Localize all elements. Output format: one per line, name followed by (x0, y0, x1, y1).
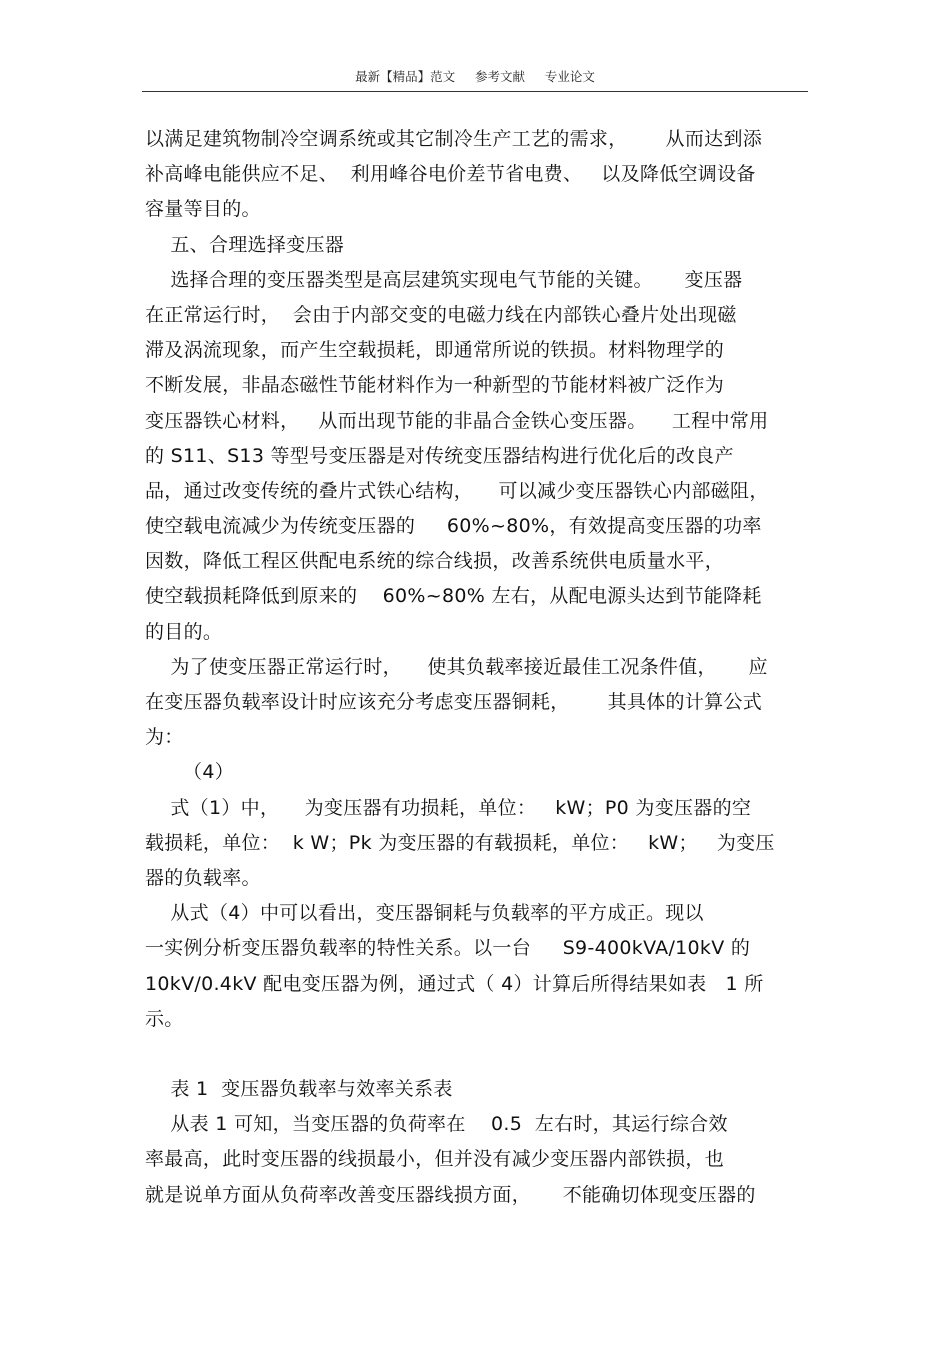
text-line: 载损耗，单位： k W；Pk 为变压器的有载损耗，单位： kW； 为变压 (145, 831, 775, 854)
text-line: 不断发展，非晶态磁性节能材料作为一种新型的节能材料被广泛作为 (145, 374, 725, 397)
text-line: 容量等目的。 (145, 198, 261, 221)
text-line: 以满足建筑物制冷空调系统或其它制冷生产工艺的需求， 从而达到添 (145, 128, 763, 150)
text-line: 在变压器负载率设计时应该充分考虑变压器铜耗， 其具体的计算公式 (145, 691, 763, 713)
text-line: 使空载损耗降低到原来的 60%~80% 左右，从配电源头达到节能降耗 (145, 585, 762, 608)
text-line: 品，通过改变传统的叠片式铁心结构， 可以减少变压器铁心内部磁阻， (145, 479, 769, 502)
text-line: 10kV/0.4kV 配电变压器为例，通过式（ 4）计算后所得结果如表 1 所 (145, 972, 764, 995)
text-line: 从式（4）中可以看出，变压器铜耗与负载率的平方成正。现以 (145, 902, 704, 925)
text-line: 滞及涡流现象，而产生空载损耗，即通常所说的铁损。材料物理学的 (145, 339, 725, 362)
text-line: 为了使变压器正常运行时， 使其负载率接近最佳工况条件值， 应 (145, 655, 768, 678)
text-line: 器的负载率。 (145, 866, 261, 889)
text-line: 为： (145, 726, 184, 749)
text-line: 补高峰电能供应不足、 利用峰谷电价差节省电费、 以及降低空调设备 (145, 163, 756, 186)
text-line: 变压器铁心材料， 从而出现节能的非晶合金铁心变压器。 工程中常用 (145, 409, 769, 432)
text-line: 选择合理的变压器类型是高层建筑实现电气节能的关键。 变压器 (145, 268, 743, 291)
header-divider (142, 91, 808, 92)
text-line: 从表 1 可知，当变压器的负荷率在 0.5 左右时，其运行综合效 (145, 1113, 728, 1136)
text-line: 率最高，此时变压器的线损最小，但并没有减少变压器内部铁损，也 (145, 1148, 725, 1171)
text-line: 五、合理选择变压器 (145, 233, 345, 256)
text-line: 因数，降低工程区供配电系统的综合线损，改善系统供电质量水平， (145, 550, 725, 573)
text-line: 使空载电流减少为传统变压器的 60%~80%，有效提高变压器的功率 (145, 515, 762, 538)
text-line: 在正常运行时， 会由于内部交变的电磁力线在内部铁心叠片处出现磁 (145, 303, 737, 326)
page-header: 最新【精品】范文 参考文献 专业论文 (355, 69, 595, 84)
text-line: 的目的。 (145, 620, 223, 643)
text-line: 的 S11、S13 等型号变压器是对传统变压器结构进行优化后的改良产 (145, 444, 734, 467)
text-line: （4） (145, 761, 235, 784)
document-body (145, 122, 815, 1213)
text-line: 就是说单方面从负荷率改善变压器线损方面， 不能确切体现变压器的 (145, 1183, 756, 1206)
text-line: 式（1）中， 为变压器有功损耗，单位： kW；P0 为变压器的空 (145, 796, 752, 819)
text-line: 表 1 变压器负载率与效率关系表 (145, 1078, 453, 1101)
text-line: 示。 (145, 1007, 184, 1030)
text-line (145, 1037, 815, 1072)
text-line: 一实例分析变压器负载率的特性关系。以一台 S9-400kVA/10kV 的 (145, 937, 751, 960)
